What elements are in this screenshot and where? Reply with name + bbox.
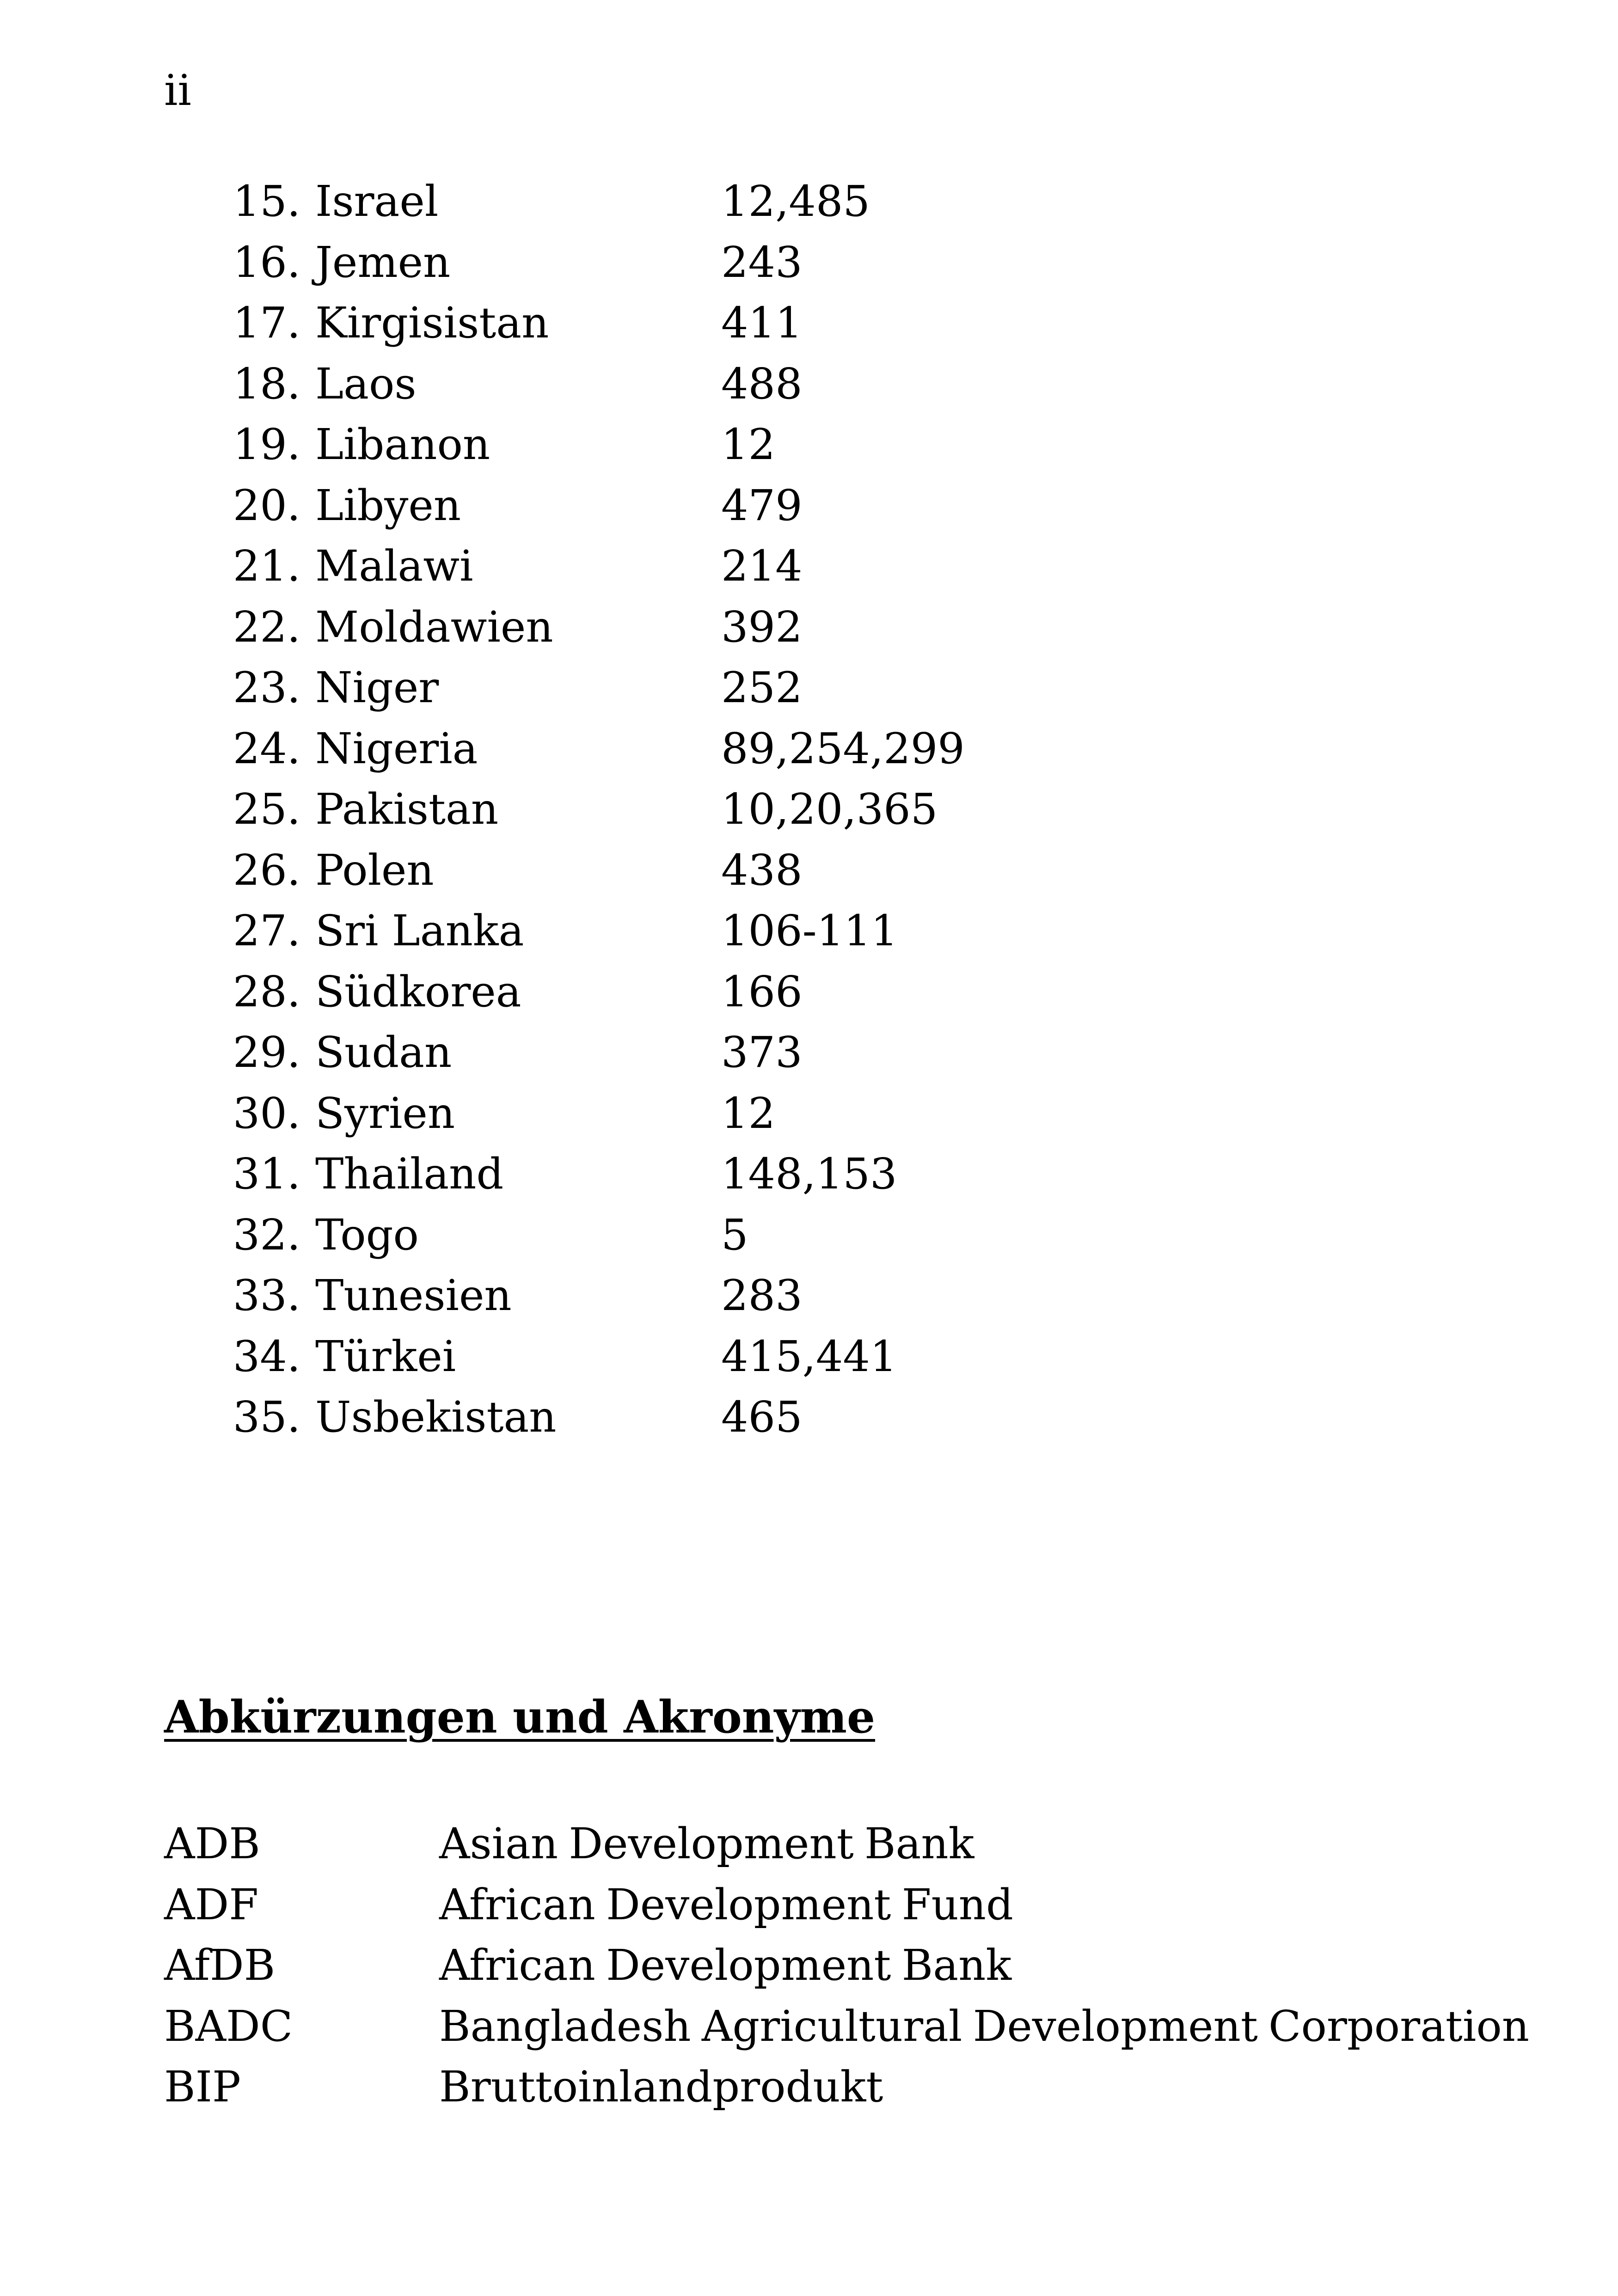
list-item [231, 840, 1248, 901]
country-name: Malawi [315, 541, 473, 591]
list-item [231, 1022, 1248, 1083]
abbreviation-term: ADB [164, 1819, 260, 1869]
page-references: 243 [721, 237, 803, 287]
list-item [164, 2057, 1597, 2118]
list-item [164, 1935, 1597, 1996]
page-number: ii [164, 66, 191, 115]
list-item [231, 779, 1248, 840]
country-name: Sri Lanka [315, 906, 524, 956]
page-references: 479 [721, 480, 803, 530]
country-name: Thailand [315, 1149, 504, 1199]
list-item [164, 1874, 1597, 1935]
list-item [164, 1996, 1597, 2057]
country-name: Laos [315, 359, 417, 409]
list-item [231, 597, 1248, 658]
page-references: 373 [721, 1028, 803, 1078]
country-name: Niger [315, 663, 439, 713]
list-item [231, 1144, 1248, 1205]
page-references: 214 [721, 541, 803, 591]
item-number: 31. [233, 1149, 300, 1199]
item-number: 21. [233, 541, 300, 591]
list-item [231, 171, 1248, 232]
page-references: 89,254,299 [721, 723, 965, 773]
country-name: Libyen [315, 480, 461, 530]
country-name: Sudan [315, 1028, 452, 1078]
page-references: 465 [721, 1392, 803, 1442]
list-item [231, 1205, 1248, 1266]
country-index-list [231, 171, 1248, 1448]
country-name: Türkei [315, 1331, 456, 1381]
list-item [231, 232, 1248, 293]
item-number: 24. [233, 723, 300, 773]
abbreviation-term: ADF [164, 1880, 259, 1929]
item-number: 34. [233, 1331, 300, 1381]
abbreviation-definition: Bangladesh Agricultural Development Corporation [439, 2001, 1529, 2051]
list-item [231, 718, 1248, 779]
country-name: Israel [315, 177, 439, 227]
page-references: 392 [721, 602, 803, 652]
list-item [231, 1326, 1248, 1387]
country-name: Togo [315, 1210, 419, 1260]
page-references: 252 [721, 663, 803, 713]
page-references: 12,485 [721, 177, 870, 227]
list-item [231, 657, 1248, 718]
page-references: 106-111 [721, 906, 898, 956]
item-number: 19. [233, 420, 300, 470]
country-name: Kirgisistan [315, 298, 549, 348]
list-item [231, 414, 1248, 475]
list-item [231, 1083, 1248, 1144]
item-number: 29. [233, 1028, 300, 1078]
item-number: 23. [233, 663, 300, 713]
item-number: 27. [233, 906, 300, 956]
list-item [231, 1265, 1248, 1326]
list-item [231, 961, 1248, 1022]
page-references: 411 [721, 298, 803, 348]
country-name: Südkorea [315, 967, 521, 1016]
abbreviation-definition: Asian Development Bank [439, 1819, 974, 1869]
page-references: 283 [721, 1271, 803, 1321]
list-item [231, 1387, 1248, 1448]
country-name: Nigeria [315, 723, 478, 773]
item-number: 35. [233, 1392, 300, 1442]
abbreviation-term: AfDB [164, 1941, 276, 1990]
abbreviation-definition: Bruttoinlandprodukt [439, 2062, 883, 2112]
item-number: 28. [233, 967, 300, 1016]
item-number: 16. [233, 237, 300, 287]
item-number: 30. [233, 1088, 300, 1138]
page-references: 12 [721, 420, 776, 470]
abbreviation-term: BADC [164, 2001, 293, 2051]
item-number: 20. [233, 480, 300, 530]
item-number: 18. [233, 359, 300, 409]
abbreviation-definition: African Development Bank [439, 1941, 1012, 1990]
list-item [231, 536, 1248, 597]
country-name: Syrien [315, 1088, 455, 1138]
page-references: 5 [721, 1210, 748, 1260]
item-number: 17. [233, 298, 300, 348]
country-name: Usbekistan [315, 1392, 557, 1442]
abbreviation-definition: African Development Fund [439, 1880, 1013, 1929]
list-item [231, 293, 1248, 354]
country-name: Libanon [315, 420, 490, 470]
list-item [231, 900, 1248, 961]
section-heading: Abkürzungen und Akronyme [164, 1691, 876, 1743]
list-item [164, 1813, 1597, 1874]
page-references: 10,20,365 [721, 784, 938, 834]
page-references: 488 [721, 359, 803, 409]
country-name: Tunesien [315, 1271, 512, 1321]
country-name: Jemen [315, 237, 451, 287]
item-number: 26. [233, 845, 300, 895]
page-references: 12 [721, 1088, 776, 1138]
item-number: 32. [233, 1210, 300, 1260]
item-number: 33. [233, 1271, 300, 1321]
page-references: 415,441 [721, 1331, 897, 1381]
country-name: Moldawien [315, 602, 553, 652]
item-number: 15. [233, 177, 300, 227]
country-name: Pakistan [315, 784, 499, 834]
page-references: 438 [721, 845, 803, 895]
abbreviation-list [164, 1813, 1597, 2118]
item-number: 22. [233, 602, 300, 652]
country-name: Polen [315, 845, 434, 895]
list-item [231, 354, 1248, 415]
list-item [231, 475, 1248, 536]
page-references: 148,153 [721, 1149, 897, 1199]
page-references: 166 [721, 967, 803, 1016]
item-number: 25. [233, 784, 300, 834]
abbreviation-term: BIP [164, 2062, 241, 2112]
